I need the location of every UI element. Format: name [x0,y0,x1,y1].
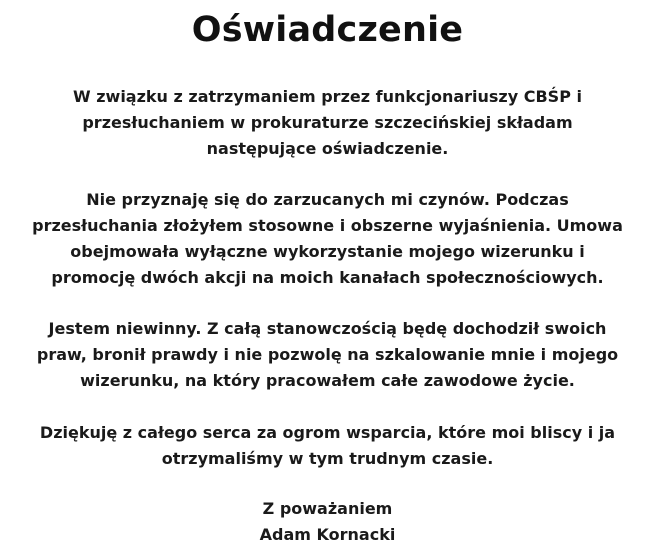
statement-title: Oświadczenie [191,10,464,50]
signature-name: Adam Kornacki [259,525,396,544]
closing-phrase: Z poważaniem [262,499,393,518]
signature-block [0,496,655,548]
paragraph-thanks: Dziękuję z całego serca za ogrom wsparcia, które moi bliscy i ja otrzymaliśmy w tym trudnym czasie. [39,423,616,468]
paragraph-detention: W związku z zatrzymaniem przez funkcjonariuszy CBŚP i przesłuchaniem w prokuraturze szczecińskiej składam następujące oświadczenie. [73,87,582,158]
paragraph-innocence: Jestem niewinny. Z całą stanowczością będę dochodził swoich praw, bronił prawdy i nie pozwolę na szkalowanie mnie i mojego wizerunku, na który pracowałem całe zawodowe życie. [36,319,619,390]
paragraph-denial: Nie przyznaję się do zarzucanych mi czynów. Podczas przesłuchania złożyłem stosowne i obszerne wyjaśnienia. Umowa obejmowała wyłączne wykorzystanie mojego wizerunku i promocję dwóch akcji na moich kanałach społecznościowych. [32,190,623,287]
